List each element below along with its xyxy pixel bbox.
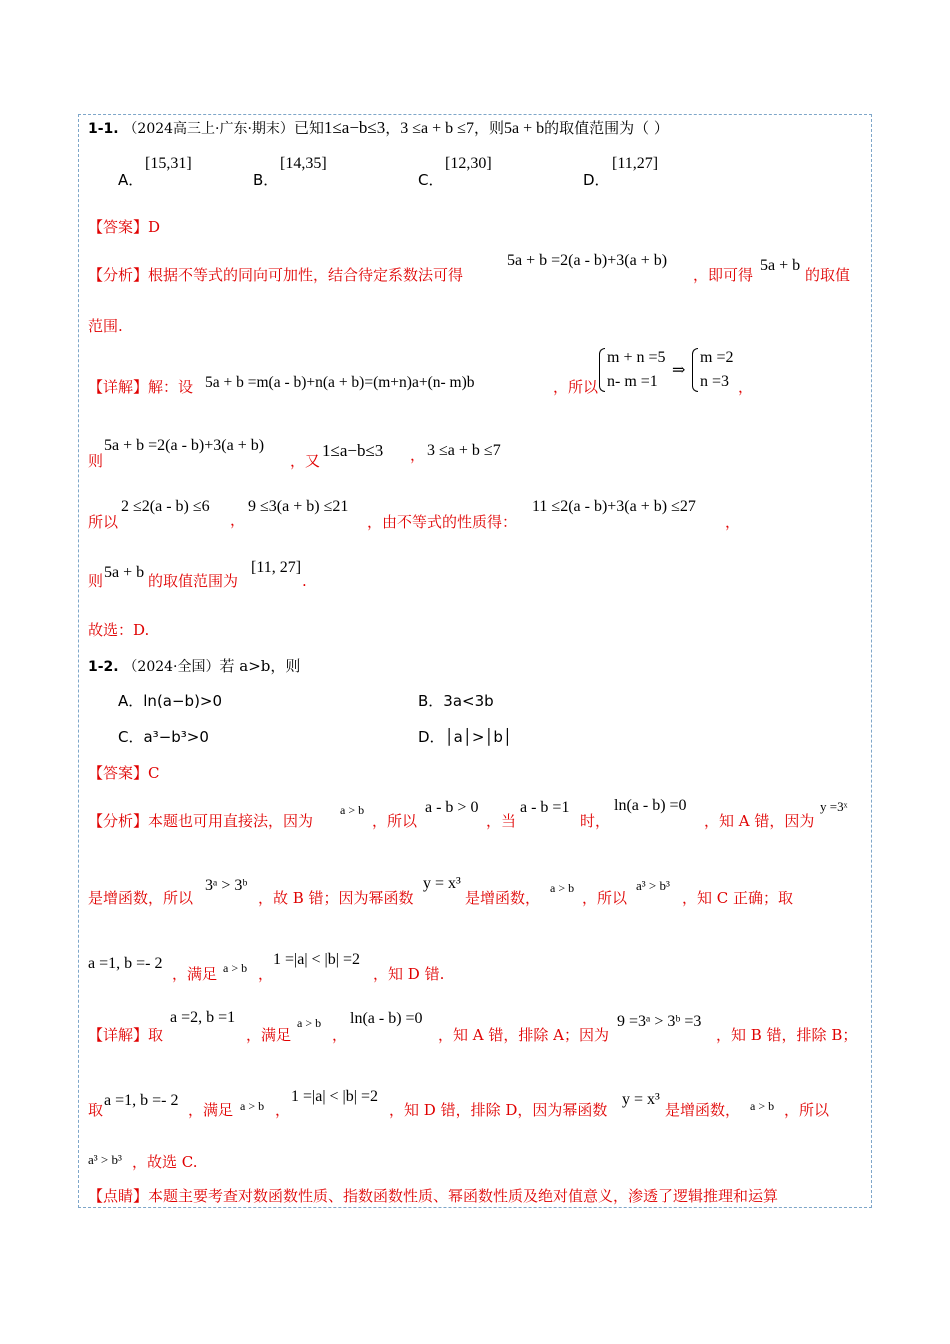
q2-stem-text: 若 a>b，则 [219, 657, 301, 675]
q2-an-e12: 1 =|a| < |b| =2 [273, 951, 360, 968]
q2-an-l3-t1: ，满足 [172, 965, 218, 983]
q2-an-e5: y =3ˣ [820, 799, 848, 814]
q2-de2-t2: ， [275, 1101, 291, 1119]
q1-sys1-row2: n- m =1 [607, 373, 658, 390]
q2-an-t2: ，当 [486, 812, 517, 830]
q1-analysis-post: 的取值 [805, 266, 851, 284]
q1-sys1-row1: m + n =5 [607, 349, 666, 366]
q2-de2-t4: 是增函数， [665, 1101, 741, 1119]
q2-an-t4: ，知 A 错，因为 [704, 812, 815, 830]
q1-answer: 【答案】D [88, 218, 161, 236]
option-value: 3a<3b [443, 692, 494, 710]
q1-cond1: 1≤a−b≤3 [323, 118, 386, 137]
q1-then: 则 [88, 452, 104, 470]
q2-de3-t1: ，故选 C. [132, 1153, 198, 1171]
q2-an-e2: a - b > 0 [425, 799, 479, 816]
option-value: ln(a−b)>0 [143, 692, 223, 710]
q1-also: ，又 [290, 452, 321, 470]
q1-range-var: 5a + b [104, 564, 145, 581]
q1-stem [88, 118, 669, 139]
q2-an-l2-t3: ，所以 [582, 889, 628, 907]
q1-analysis-mid: ，即可得 [693, 266, 754, 284]
q1-range-pre: 则 [88, 572, 104, 590]
q1-target: 5a + b [503, 120, 545, 137]
q1-range-mid: 的取值范围为 [148, 572, 239, 590]
q2-an-e9: a³ > b³ [636, 878, 670, 893]
q1-analysis-pre: 【分析】根据不等式的同向可加性，结合待定系数法可得 [88, 266, 464, 284]
q1-option-c-value: [12,30] [445, 155, 492, 172]
q1-stem-pre: 已知 [293, 119, 324, 137]
q2-answer: 【答案】C [88, 764, 160, 782]
q1-also-c2: 3 ≤a + b ≤7 [427, 442, 501, 459]
option-value: │a│>│b│ [444, 728, 512, 746]
q2-an-t3: 时， [580, 812, 611, 830]
q2-an-e4: ln(a - b) =0 [614, 797, 687, 814]
q2-number: 1-2. [88, 659, 119, 675]
q2-stem [88, 656, 300, 677]
q1-option-a-value: [15,31] [145, 155, 192, 172]
q1-arrow: ⇒ [672, 362, 686, 379]
q1-option-d[interactable] [583, 170, 610, 190]
q1-so: 所以 [88, 513, 119, 531]
q2-an-pre: 【分析】本题也可用直接法，因为 [88, 812, 314, 830]
q2-an-t1: ，所以 [372, 812, 418, 830]
q1-detail-end: ， [738, 378, 754, 396]
q2-de-t4: ，知 B 错，排除 B； [716, 1026, 858, 1044]
q1-option-c[interactable] [418, 170, 443, 190]
q2-an-e7: y = x³ [423, 875, 461, 892]
q2-an-e3: a - b =1 [520, 799, 570, 816]
q1-cond2: 3 ≤a + b ≤7 [400, 120, 474, 137]
q2-option-a[interactable] [118, 691, 222, 711]
q2-an-l3-t2: ， [258, 965, 274, 983]
q1-sys2-row2: n =3 [700, 373, 730, 390]
q2-an-l3-t3: ，知 D 错. [373, 965, 445, 983]
q1-option-d-value: [11,27] [612, 155, 659, 172]
q2-de-e1: a =2, b =1 [170, 1009, 236, 1026]
q1-comma: ， [385, 119, 401, 137]
q2-de2-pre: 取 [88, 1101, 104, 1119]
q2-option-c[interactable] [118, 727, 209, 747]
q1-system-1 [597, 346, 666, 394]
q1-so-end: ， [725, 513, 741, 531]
q2-de2-e3: 1 =|a| < |b| =2 [291, 1088, 378, 1105]
q2-de-t1: ，满足 [246, 1026, 292, 1044]
q1-analysis-line2: 范围. [88, 317, 123, 335]
q1-also-c1: 1≤a−b≤3 [322, 441, 384, 460]
q1-stem-mid: ，则 [473, 119, 504, 137]
q2-an-l2-t2: 是增函数， [465, 889, 541, 907]
option-value: a³−b³>0 [143, 728, 209, 746]
q1-option-b-value: [14,35] [280, 155, 327, 172]
q1-detail-mid: ，所以 [553, 378, 599, 396]
q2-an-e6: 3ᵃ > 3ᵇ [205, 877, 248, 894]
q1-so-mid: ，由不等式的性质得： [367, 513, 518, 531]
q1-stem-post: 的取值范围为（ ） [544, 119, 669, 137]
q2-an-e8: a > b [550, 881, 575, 895]
q2-option-b[interactable] [418, 691, 494, 711]
q2-de2-e5: a > b [750, 1099, 775, 1113]
q2-de2-e2: a > b [240, 1099, 265, 1113]
q2-de3-e1: a³ > b³ [88, 1152, 122, 1167]
q1-system-2 [690, 346, 733, 394]
q2-de-e2: a > b [297, 1016, 322, 1030]
q2-an-e1: a > b [340, 803, 365, 817]
q1-analysis-eq: 5a + b =2(a - b)+3(a + b) [507, 252, 668, 269]
q1-so-e2: 9 ≤3(a + b) ≤21 [248, 498, 349, 515]
q1-choose: 故选：D. [88, 621, 150, 639]
option-label: A． [118, 171, 144, 189]
q1-source: （2024高三上·广东·期末） [123, 121, 294, 137]
option-label: C． [118, 728, 144, 746]
q1-then-eq: 5a + b =2(a - b)+3(a + b) [104, 437, 265, 454]
q2-point: 【点睛】本题主要考查对数函数性质、指数函数性质、幂函数性质及绝对值意义，渗透了逻辑推理和运算 [88, 1187, 779, 1205]
q2-de2-t3: ，知 D 错，排除 D，因为幂函数 [389, 1101, 608, 1119]
option-label: D． [418, 728, 445, 746]
q1-detail-pre: 【详解】解：设 [88, 378, 194, 396]
q2-source: （2024·全国） [123, 659, 220, 675]
q1-option-b[interactable] [253, 170, 278, 190]
q2-option-d[interactable] [418, 727, 512, 747]
option-label: C． [418, 171, 444, 189]
q1-number: 1-1. [88, 121, 119, 137]
q2-de-pre: 【详解】取 [88, 1026, 164, 1044]
q1-analysis-var: 5a + b [760, 257, 801, 274]
q1-range-val: [11, 27] [251, 559, 302, 576]
q2-de-e4: 9 =3ᵃ > 3ᵇ =3 [617, 1013, 702, 1030]
q2-de-t2: ， [332, 1026, 348, 1044]
q2-an-l2-t1: ，故 B 错；因为幂函数 [258, 889, 414, 907]
q1-so-sep: ， [230, 511, 246, 529]
q1-sys2-row1: m =2 [700, 349, 734, 366]
q2-an-e11: a > b [223, 961, 248, 975]
q1-so-e3: 11 ≤2(a - b)+3(a + b) ≤27 [532, 498, 696, 515]
q2-de-e3: ln(a - b) =0 [350, 1010, 423, 1027]
q2-de-t3: ，知 A 错，排除 A；因为 [438, 1026, 609, 1044]
q2-an-l2-t4: ，知 C 正确；取 [682, 889, 794, 907]
option-label: B． [253, 171, 279, 189]
q1-detail-eq: 5a + b =m(a - b)+n(a + b)=(m+n)a+(n- m)b [205, 374, 475, 391]
q2-an-e10: a =1, b =- 2 [88, 955, 163, 972]
q1-also-sep: ， [410, 446, 426, 464]
q2-an-l2-pre: 是增函数，所以 [88, 889, 194, 907]
q2-de2-e4: y = x³ [622, 1091, 660, 1108]
option-label: D． [583, 171, 610, 189]
q1-range-end: . [302, 572, 307, 590]
q2-de2-t1: ，满足 [188, 1101, 234, 1119]
option-label: A． [118, 692, 144, 710]
q2-de2-e1: a =1, b =- 2 [104, 1092, 179, 1109]
q1-so-e1: 2 ≤2(a - b) ≤6 [121, 498, 210, 515]
q2-de2-t5: ，所以 [784, 1101, 830, 1119]
option-label: B． [418, 692, 444, 710]
q1-option-a[interactable] [118, 170, 143, 190]
